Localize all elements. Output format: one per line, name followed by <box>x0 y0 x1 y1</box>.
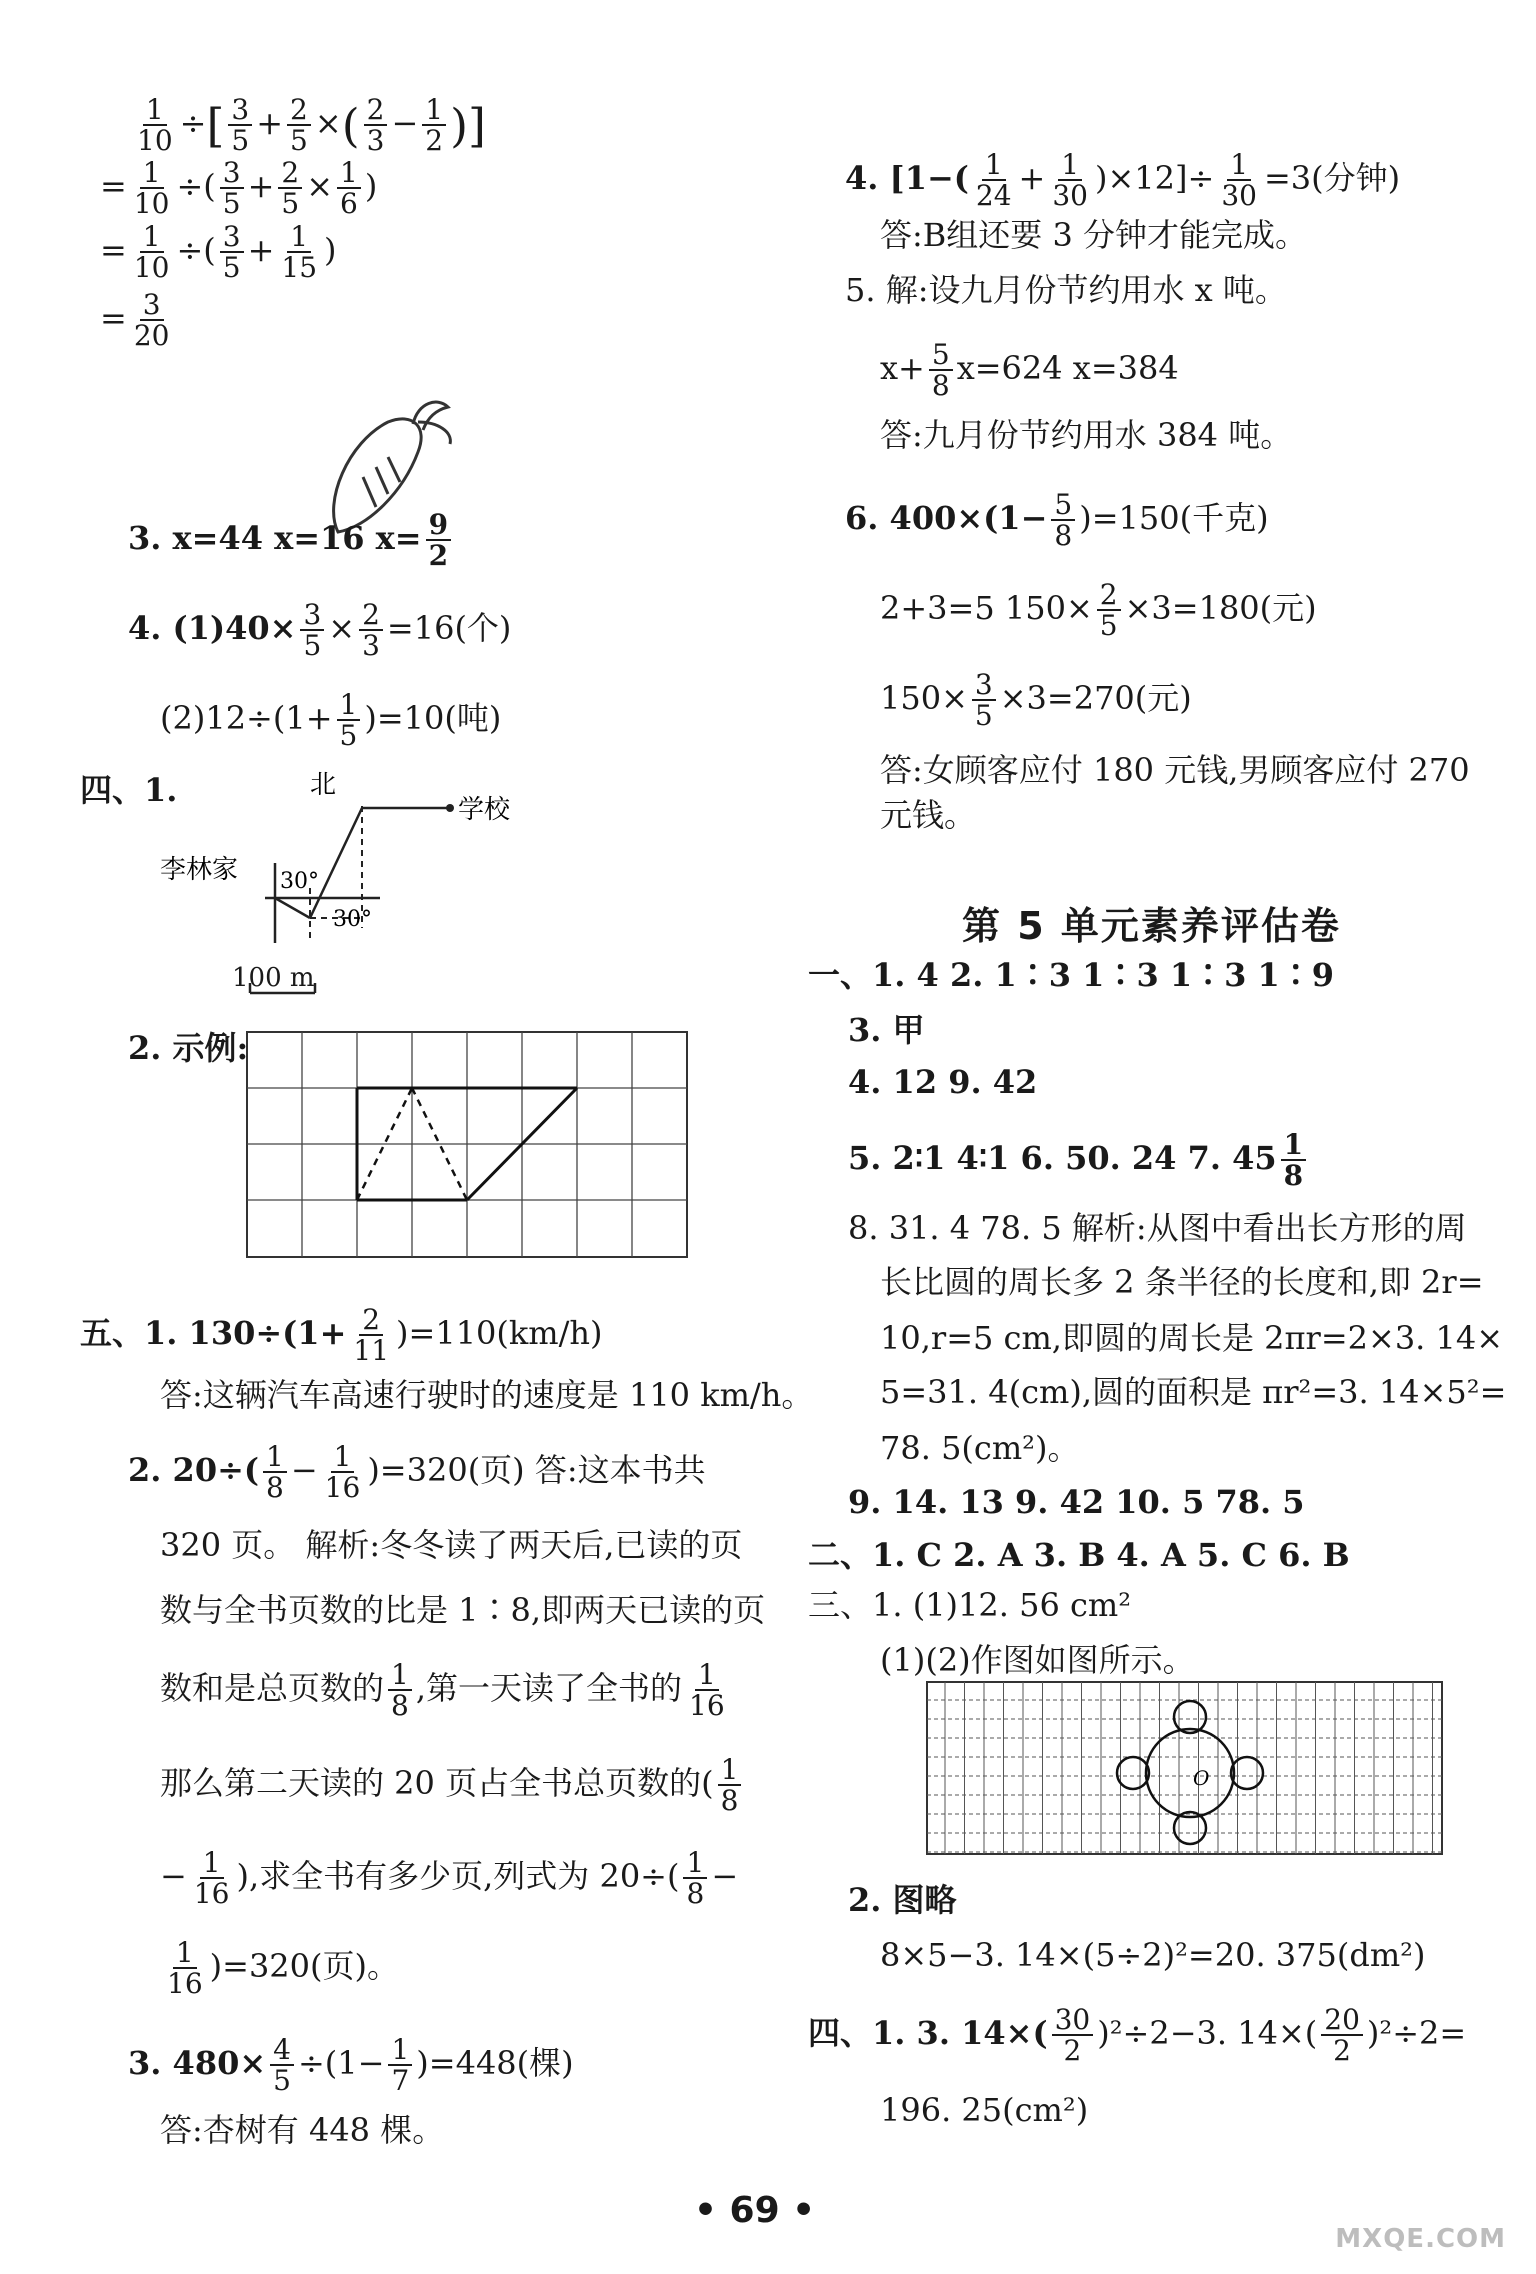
r-q6-line2: 2+3=5 150× $\frac{2}{5}$ ×3=180(元) <box>880 578 1317 643</box>
calc-line-2: = $\frac{1}{10}$ ÷( $\frac{3}{5}$ + $\frac{2}{5}$ × $\frac{1}{6}$ ) <box>100 156 378 221</box>
r-q4-answer: 答:B组还要 3 分钟才能完成。 <box>880 216 1308 254</box>
section-4-label: 四、1. <box>80 771 178 809</box>
u-q8-line2: 长比圆的周长多 2 条半径的长度和,即 2r= <box>880 1263 1484 1301</box>
s5-q2-line4: 数和是总页数的 $\frac{1}{8}$ ,第一天读了全书的 $\frac{1}{16}$ <box>160 1658 725 1723</box>
q4-1-line: 4. (1)40× $\frac{3}{5}$ × $\frac{2}{3}$ =16(个) <box>128 598 512 663</box>
u-s1: 一、1. 4 2. 1∶3 1∶3 1∶3 1∶9 <box>808 956 1335 994</box>
home-label: 李林家 <box>160 855 239 885</box>
q3-line: 3. x=44 x=16 x= $\frac{9}{2}$ <box>128 510 455 571</box>
u-s3-note: (1)(2)作图如图所示。 <box>880 1641 1195 1679</box>
s5-q2: 2. 20÷( $\frac{1}{8}$ − $\frac{1}{16}$ )=320(页) 答:这本书共 <box>128 1440 706 1505</box>
angle-label-1: 30° <box>280 869 319 894</box>
s5-q1: 五、1. 130÷(1+ $\frac{2}{11}$ )=110(km/h) <box>80 1303 603 1368</box>
u-q8-line1: 8. 31. 4 78. 5 解析:从图中看出长方形的周 <box>848 1209 1467 1247</box>
calc-line-4: = $\frac{3}{20}$ <box>100 288 170 353</box>
s5-q3-answer: 答:杏树有 448 棵。 <box>160 2111 445 2149</box>
u-s3-q2: 2. 图略 <box>848 1881 957 1919</box>
r-q4: 4. [1−( $\frac{1}{24}$ + $\frac{1}{30}$ )×12]÷ $\frac{1}{30}$ =3(分钟) <box>845 148 1401 213</box>
r-q5: 5. 解:设九月份节约用水 x 吨。 <box>845 271 1287 309</box>
u-q9: 9. 14. 13 9. 42 10. 5 78. 5 <box>848 1483 1305 1521</box>
u-q3: 3. 甲 <box>848 1011 925 1049</box>
grid-figure <box>245 1030 690 1260</box>
r-q6: 6. 400×(1− $\frac{5}{8}$ )=150(千克) <box>845 488 1269 553</box>
u-q4: 4. 12 9. 42 <box>848 1063 1038 1101</box>
u-q8-line3: 10,r=5 cm,即圆的周长是 2πr=2×3. 14× <box>880 1319 1504 1357</box>
u-s4: 四、1. 3. 14×( $\frac{30}{2}$ )²÷2−3. 14×( $\frac{20}{2}$ )²÷2= <box>808 2003 1467 2068</box>
unit-title: 第 5 单元素养评估卷 <box>962 904 1341 948</box>
angle-label-2: 30° <box>333 907 372 932</box>
u-s2: 二、1. C 2. A 3. B 4. A 5. C 6. B <box>808 1536 1350 1574</box>
watermark: MXQE.COM <box>1335 2224 1506 2254</box>
q4-2-line: (2)12÷(1+ $\frac{1}{5}$ )=10(吨) <box>160 688 502 753</box>
calc-line-3: = $\frac{1}{10}$ ÷( $\frac{3}{5}$ + $\frac{1}{15}$ ) <box>100 220 337 285</box>
u-q5: 5. 2∶1 4∶1 6. 50. 24 7. 45 $\frac{1}{8}$ <box>848 1130 1310 1191</box>
r-q6-answer-2: 元钱。 <box>880 796 977 834</box>
r-q5-answer: 答:九月份节约用水 384 吨。 <box>880 416 1293 454</box>
s5-q1-answer: 答:这辆汽车高速行驶时的速度是 110 km/h。 <box>160 1376 814 1414</box>
s5-q2-line6: − $\frac{1}{16}$ ),求全书有多少页,列式为 20÷( $\frac{1}{8}$ − <box>160 1846 739 1911</box>
u-q8-line4: 5=31. 4(cm),圆的面积是 πr²=3. 14×5²= <box>880 1373 1507 1411</box>
school-label: 学校 <box>458 795 511 825</box>
s5-q2-line7: $\frac{1}{16}$ )=320(页)。 <box>167 1936 399 2001</box>
r-q6-answer-1: 答:女顾客应付 180 元钱,男顾客应付 270 <box>880 751 1470 789</box>
s5-q2-line3: 数与全书页数的比是 1∶8,即两天已读的页 <box>160 1591 766 1629</box>
u-s4-result: 196. 25(cm²) <box>880 2091 1089 2129</box>
page-number: • 69 • <box>694 2190 816 2231</box>
north-label: 北 <box>310 770 337 800</box>
section-4-q2: 2. 示例: <box>128 1029 249 1067</box>
calc-line-1: $\frac{1}{10}$ ÷[ $\frac{3}{5}$ + $\frac{2}{5}$ ×( $\frac{2}{3}$ − $\frac{1}{2}$ )] <box>137 93 487 158</box>
s5-q3: 3. 480× $\frac{4}{5}$ ÷(1− $\frac{1}{7}$ )=448(棵) <box>128 2033 574 2098</box>
s5-q2-line5: 那么第二天读的 20 页占全书总页数的( $\frac{1}{8}$ <box>160 1755 745 1816</box>
scale-label: 100 m <box>232 963 315 993</box>
r-q6-line3: 150× $\frac{3}{5}$ ×3=270(元) <box>880 668 1192 733</box>
circle-grid-figure <box>925 1680 1445 1860</box>
direction-map-diagram <box>150 768 570 1008</box>
u-q8-line5: 78. 5(cm²)。 <box>880 1429 1080 1467</box>
u-s3: 三、1. (1)12. 56 cm² <box>808 1586 1132 1624</box>
center-o-label: O <box>1193 1766 1210 1790</box>
r-q5-eq: x+ $\frac{5}{8}$ x=624 x=384 <box>880 338 1179 403</box>
u-s3-q2-calc: 8×5−3. 14×(5÷2)²=20. 375(dm²) <box>880 1936 1426 1974</box>
s5-q2-line2: 320 页。 解析:冬冬读了两天后,已读的页 <box>160 1526 743 1564</box>
